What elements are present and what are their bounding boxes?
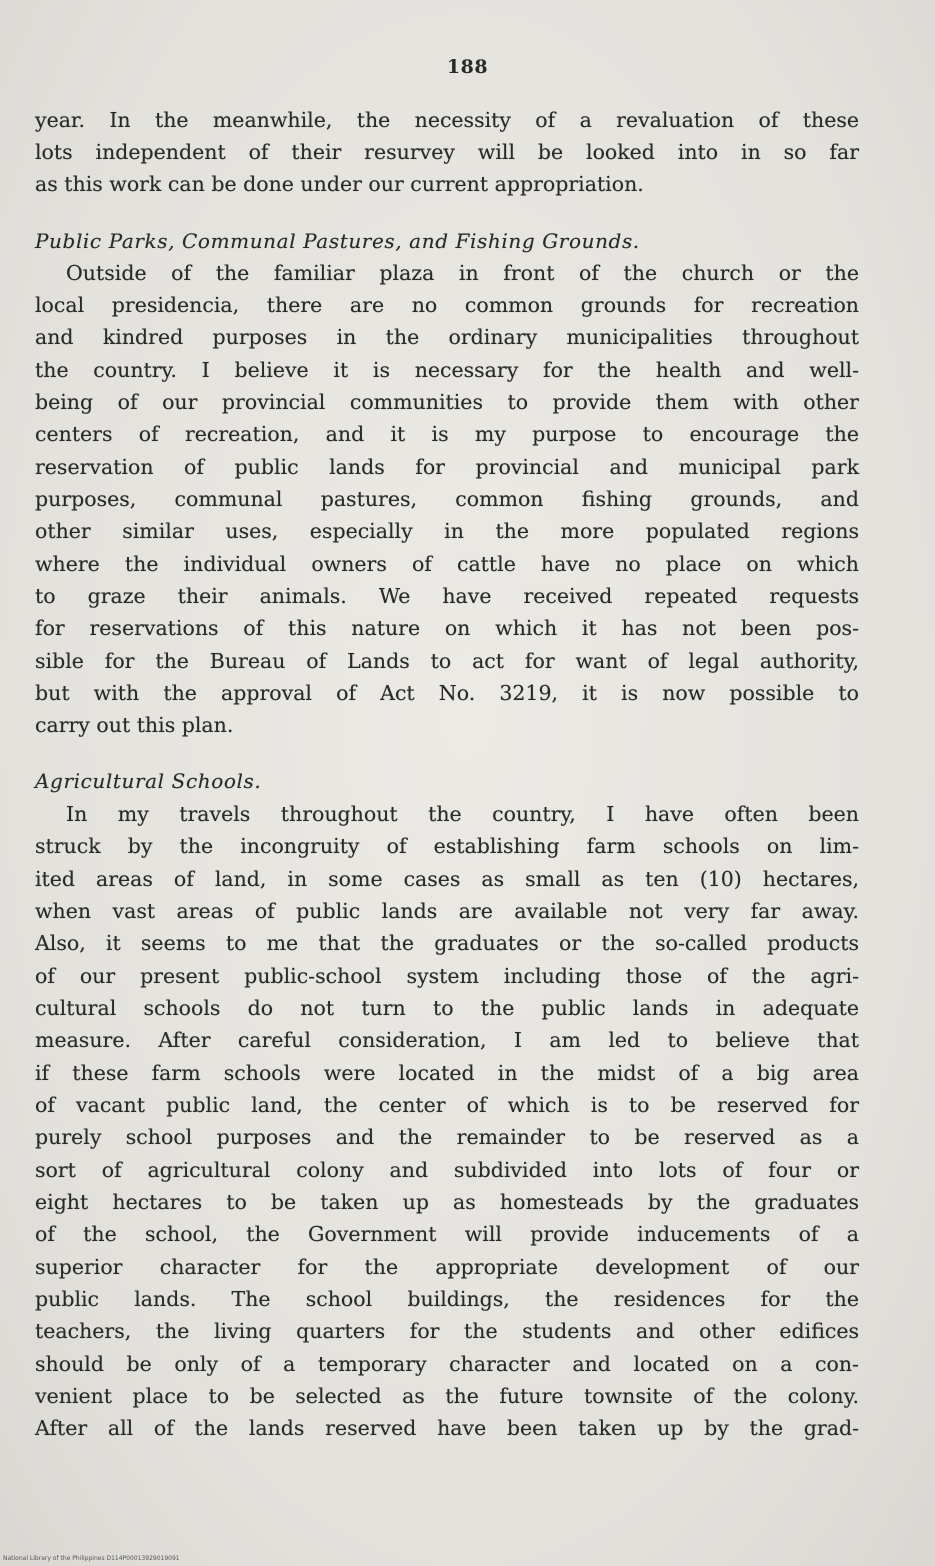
paragraph-line: carry out this plan. [35, 713, 234, 737]
paragraph-line: purely school purposes and the remainder to be reserved as a [35, 1125, 859, 1149]
paragraph-line: After all of the lands reserved have been taken up by the grad- [35, 1416, 859, 1440]
paragraph-line: sort of agricultural colony and subdivided into lots of four or [35, 1158, 859, 1182]
paragraph-line: Outside of the familiar plaza in front of the church or the [66, 261, 859, 285]
paragraph-line: reservation of public lands for provincial and municipal park [35, 455, 859, 479]
footer-credit: National Library of the Philippines D114P00013929019091 [3, 1555, 180, 1562]
paragraph-line: public lands. The school buildings, the residences for the [35, 1287, 859, 1311]
paragraph-line: of vacant public land, the center of which is to be reserved for [35, 1093, 859, 1117]
paragraph-line: but with the approval of Act No. 3219, it is now possible to [35, 681, 859, 705]
intro-line: year. In the meanwhile, the necessity of a revaluation of these [35, 108, 859, 132]
paragraph-line: if these farm schools were located in the midst of a big area [35, 1061, 859, 1085]
paragraph-line: cultural schools do not turn to the public lands in adequate [35, 996, 859, 1020]
paragraph-line: In my travels throughout the country, I have often been [66, 802, 859, 826]
paragraph-line: local presidencia, there are no common grounds for recreation [35, 293, 859, 317]
paragraph-line: eight hectares to be taken up as homesteads by the graduates [35, 1190, 859, 1214]
paragraph-line: where the individual owners of cattle have no place on which [35, 552, 859, 576]
paragraph-line: of our present public-school system including those of the agri- [35, 964, 859, 988]
paragraph-line: to graze their animals. We have received repeated requests [35, 584, 859, 608]
section-heading-schools: Agricultural Schools. [35, 769, 262, 793]
paragraph-line: venient place to be selected as the future townsite of the colony. [35, 1384, 859, 1408]
paragraph-line: should be only of a temporary character and located on a con- [35, 1352, 859, 1376]
paragraph-line: of the school, the Government will provide inducements of a [35, 1222, 859, 1246]
paragraph-line: other similar uses, especially in the more populated regions [35, 519, 859, 543]
paragraph-line: purposes, communal pastures, common fishing grounds, and [35, 487, 859, 511]
paragraph-line: sible for the Bureau of Lands to act for want of legal authority, [35, 649, 859, 673]
paragraph-line: ited areas of land, in some cases as small as ten (10) hectares, [35, 867, 859, 891]
intro-line: lots independent of their resurvey will be looked into in so far [35, 140, 859, 164]
paragraph-line: measure. After careful consideration, I am led to believe that [35, 1028, 859, 1052]
paragraph-line: when vast areas of public lands are available not very far away. [35, 899, 859, 923]
paragraph-line: and kindred purposes in the ordinary municipalities throughout [35, 325, 859, 349]
paragraph-line: for reservations of this nature on which it has not been pos- [35, 616, 859, 640]
paragraph-line: struck by the incongruity of establishing farm schools on lim- [35, 834, 859, 858]
paragraph-line: the country. I believe it is necessary for the health and well- [35, 358, 859, 382]
paragraph-line: teachers, the living quarters for the students and other edifices [35, 1319, 859, 1343]
page-number: 188 [446, 56, 489, 78]
paragraph-line: being of our provincial communities to provide them with other [35, 390, 859, 414]
intro-line: as this work can be done under our current appropriation. [35, 172, 644, 196]
paragraph-line: centers of recreation, and it is my purpose to encourage the [35, 422, 859, 446]
paragraph-line: superior character for the appropriate development of our [35, 1255, 859, 1279]
paragraph-line: Also, it seems to me that the graduates or the so-called products [35, 931, 859, 955]
section-heading-parks: Public Parks, Communal Pastures, and Fishing Grounds. [35, 229, 640, 253]
